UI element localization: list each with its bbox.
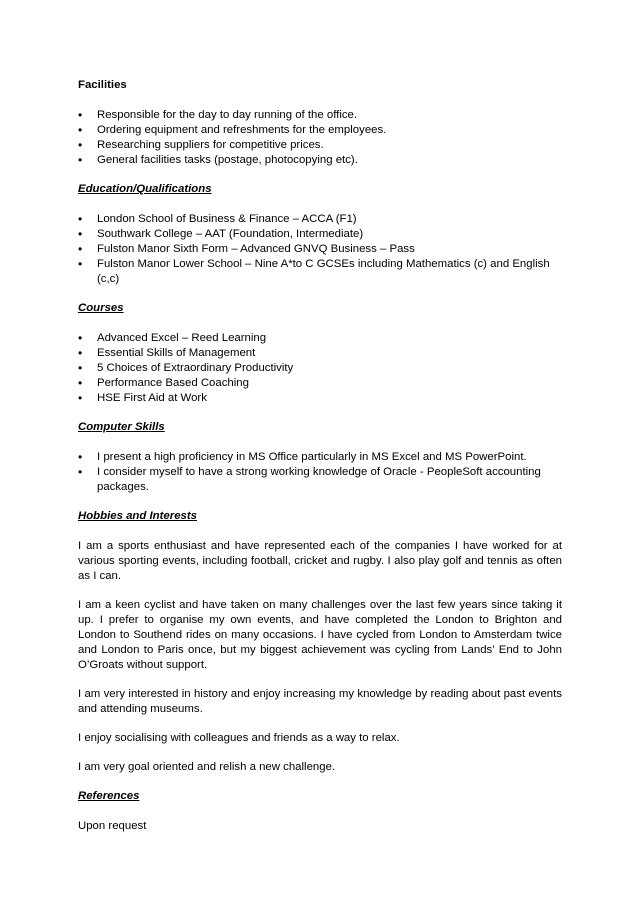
cv-page bbox=[78, 78, 562, 848]
courses-heading: Courses bbox=[78, 302, 124, 314]
hobbies-paragraph: I am very goal oriented and relish a new challenge. bbox=[78, 761, 336, 773]
hobbies-paragraph: I am very interested in history and enjoy increasing my knowledge by reading about past events and attending museums. bbox=[78, 688, 562, 715]
list-item-text: London School of Business & Finance – ACCA (F1) bbox=[97, 213, 357, 225]
references-heading: References bbox=[78, 790, 140, 802]
bullet-icon: • bbox=[78, 242, 83, 256]
list-item-text: Ordering equipment and refreshments for the employees. bbox=[97, 124, 387, 136]
computer-skills-heading: Computer Skills bbox=[78, 421, 165, 433]
bullet-icon: • bbox=[78, 331, 83, 345]
bullet-icon: • bbox=[78, 391, 83, 405]
hobbies-paragraph: I enjoy socialising with colleagues and friends as a way to relax. bbox=[78, 732, 400, 744]
hobbies-heading: Hobbies and Interests bbox=[78, 510, 197, 522]
list-item bbox=[78, 450, 562, 465]
bullet-icon: • bbox=[78, 361, 83, 375]
bullet-icon: • bbox=[78, 123, 83, 137]
bullet-icon: • bbox=[78, 108, 83, 122]
list-item-text: Responsible for the day to day running of the office. bbox=[97, 109, 358, 121]
list-item bbox=[78, 361, 562, 376]
hobbies-paragraph: I am a keen cyclist and have taken on many challenges over the last few years since taking it up. I prefer to organise my own events, and have completed the London to Brighton and London to Southend rides on many occasions. I have cycled from London to Amsterdam twice and London to Paris once, but my biggest achievement was cycling from Lands’ End to John O’Groats without support. bbox=[78, 599, 562, 671]
list-item bbox=[78, 391, 562, 406]
list-item bbox=[78, 465, 562, 495]
list-item bbox=[78, 257, 562, 287]
list-item-text: Essential Skills of Management bbox=[97, 347, 256, 359]
list-item bbox=[78, 331, 562, 346]
list-item-text: Researching suppliers for competitive prices. bbox=[97, 139, 324, 151]
facilities-heading: Facilities bbox=[78, 79, 127, 91]
list-item-text: I consider myself to have a strong working knowledge of Oracle - PeopleSoft accounting packages. bbox=[97, 466, 541, 493]
list-item bbox=[78, 376, 562, 391]
bullet-icon: • bbox=[78, 376, 83, 390]
bullet-icon: • bbox=[78, 227, 83, 241]
list-item bbox=[78, 242, 562, 257]
list-item bbox=[78, 123, 562, 138]
computer-skills-list bbox=[78, 450, 562, 495]
list-item bbox=[78, 227, 562, 242]
bullet-icon: • bbox=[78, 465, 83, 479]
bullet-icon: • bbox=[78, 138, 83, 152]
list-item-text: Southwark College – AAT (Foundation, Intermediate) bbox=[97, 228, 364, 240]
list-item-text: Advanced Excel – Reed Learning bbox=[97, 332, 267, 344]
list-item bbox=[78, 346, 562, 361]
hobbies-paragraph: I am a sports enthusiast and have represented each of the companies I have worked for at various sporting events, including football, cricket and rugby. I also play golf and tennis as often as I can. bbox=[78, 540, 562, 582]
list-item bbox=[78, 212, 562, 227]
facilities-list bbox=[78, 108, 562, 168]
courses-list bbox=[78, 331, 562, 406]
education-heading: Education/Qualifications bbox=[78, 183, 212, 195]
bullet-icon: • bbox=[78, 450, 83, 464]
bullet-icon: • bbox=[78, 257, 83, 271]
list-item bbox=[78, 138, 562, 153]
list-item-text: Fulston Manor Lower School – Nine A*to C GCSEs including Mathematics (c) and English (c,c) bbox=[97, 258, 550, 285]
list-item-text: General facilities tasks (postage, photocopying etc). bbox=[97, 154, 358, 166]
list-item-text: 5 Choices of Extraordinary Productivity bbox=[97, 362, 294, 374]
list-item-text: Performance Based Coaching bbox=[97, 377, 249, 389]
list-item-text: I present a high proficiency in MS Office particularly in MS Excel and MS PowerPoint. bbox=[97, 451, 527, 463]
list-item bbox=[78, 108, 562, 123]
references-text: Upon request bbox=[78, 820, 147, 832]
bullet-icon: • bbox=[78, 153, 83, 167]
list-item-text: HSE First Aid at Work bbox=[97, 392, 207, 404]
bullet-icon: • bbox=[78, 346, 83, 360]
education-list bbox=[78, 212, 562, 287]
bullet-icon: • bbox=[78, 212, 83, 226]
list-item bbox=[78, 153, 562, 168]
list-item-text: Fulston Manor Sixth Form – Advanced GNVQ Business – Pass bbox=[97, 243, 415, 255]
